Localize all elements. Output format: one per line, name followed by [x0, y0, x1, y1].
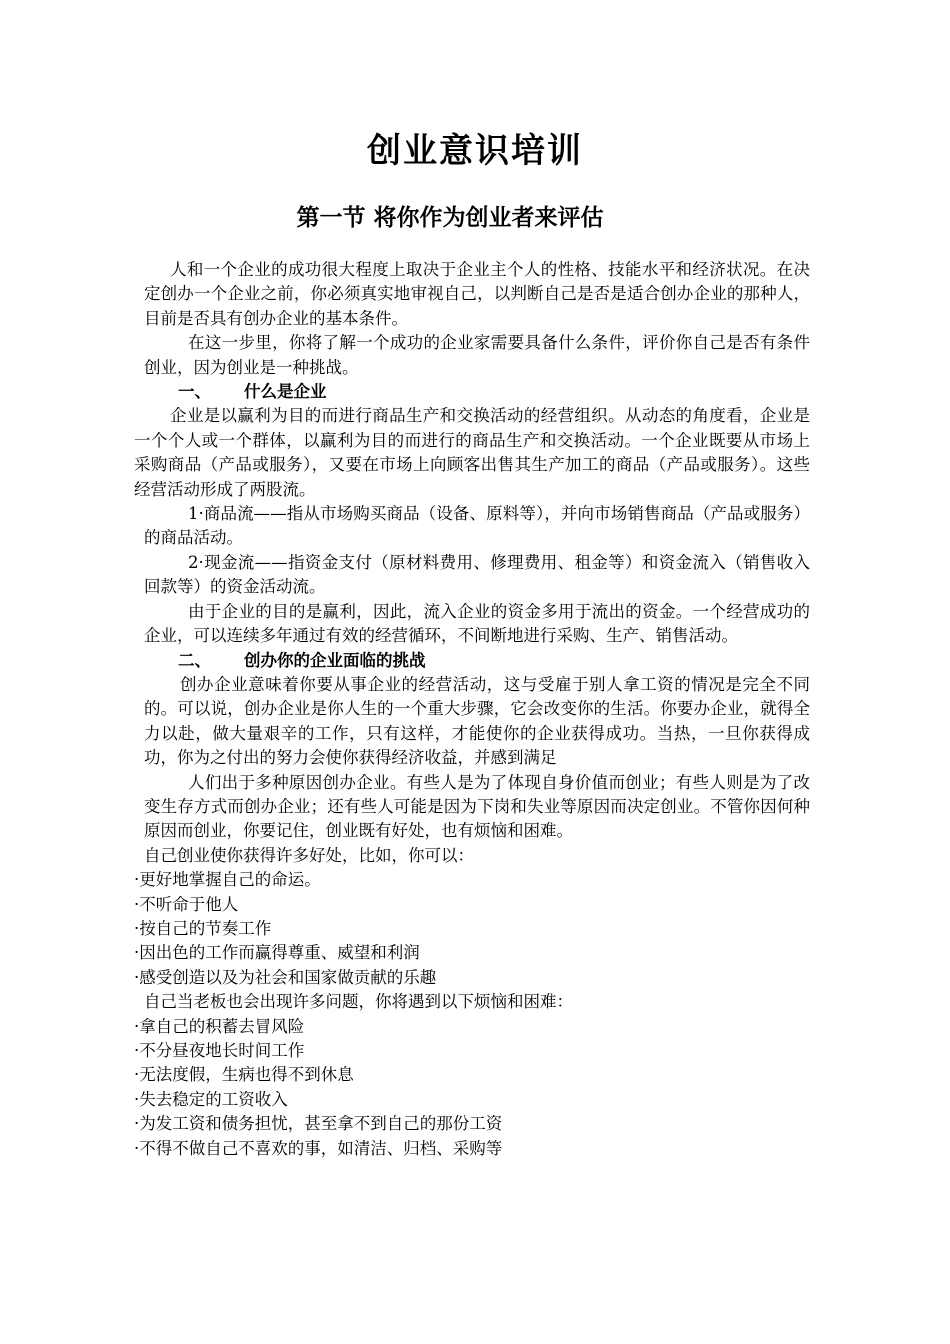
section-subtitle: 第一节 将你作为创业者来评估: [296, 204, 604, 231]
section2-paragraph-1: 创办企业意味着你要从事企业的经营活动，这与受雇于别人拿工资的情况是完全不同的。可以说，创办企业是你人生的一个重大步骤，它会改变你的生活。你要办企业，就得全力以赴，做大量艰辛的工作，只有这样，才能使你的企业获得成功。当热，一旦你获得成功，你为之付出的努力会使你获得经济收益，并感到满足: [144, 674, 810, 768]
list-item: ·失去稳定的工资收入: [134, 1089, 288, 1109]
intro-paragraph-1: 人和一个企业的成功很大程度上取决于企业主个人的性格、技能水平和经济状况。在决定创办一个企业之前，你必须真实地审视自己，以判断自己是否是适合创办企业的那种人，目前是否具有创办企业的基本条件。: [144, 260, 810, 328]
section-title-2: 创办你的企业面临的挑战: [244, 650, 426, 670]
section1-paragraph-1: 企业是以赢利为目的而进行商品生产和交换活动的经营组织。从动态的角度看，企业是一个个人或一个群体，以赢利为目的而进行的商品生产和交换活动。一个企业既要从市场上采购商品（产品或服务），又要在市场上向顾客出售其生产加工的商品（产品或服务）。这些经营活动形成了两股流。: [134, 406, 810, 499]
section-heading-2: [134, 649, 810, 673]
list-item: ·拿自己的积蓄去冒风险: [134, 1016, 305, 1036]
intro-paragraph-2: 在这一步里，你将了解一个成功的企业家需要具备什么条件，评价你自己是否有条件创业，因为创业是一种挑战。: [144, 333, 810, 377]
list-item: ·不得不做自己不喜欢的事，如清洁、归档、采购等: [134, 1138, 503, 1158]
list-item: ·不分昼夜地长时间工作: [134, 1041, 305, 1060]
document-body: [134, 258, 810, 1161]
section1-paragraph-2: 1·商品流——指从市场购买商品（设备、原料等），并向市场销售商品（产品或服务）的商品活动。: [144, 504, 810, 548]
list-item: ·为发工资和债务担忧，甚至拿不到自己的那份工资: [134, 1114, 503, 1134]
list-item: ·无法度假，生病也得不到休息: [134, 1065, 354, 1085]
benefits-intro: 自己创业使你获得许多好处，比如，你可以：: [144, 845, 474, 865]
section1-paragraph-4: 由于企业的目的是赢利，因此，流入企业的资金多用于流出的资金。一个经营成功的企业，可以连续多年通过有效的经营循环，不间断地进行采购、生产、销售活动。: [144, 601, 810, 646]
list-item: ·更好地掌握自己的命运。: [134, 870, 321, 890]
section-title-1: 什么是企业: [244, 382, 327, 402]
section1-paragraph-3: 2·现金流——指资金支付（原材料费用、修理费用、租金等）和资金流入（销售收入回款等）的资金活动流。: [144, 552, 810, 597]
section-number-1: 一、: [178, 382, 211, 402]
section-number-2: 二、: [178, 650, 211, 670]
list-item: ·感受创造以及为社会和国家做贡献的乐趣: [134, 967, 437, 987]
section2-paragraph-2: 人们出于多种原因创办企业。有些人是为了体现自身价值而创业；有些人则是为了改变生存方式而创办企业；还有些人可能是因为下岗和失业等原因而决定创业。不管你因何种原因而创业，你要记住，创业既有好处，也有烦恼和困难。: [144, 772, 810, 841]
list-item: ·因出色的工作而赢得尊重、威望和利润: [134, 943, 420, 963]
document-title: 创业意识培训: [367, 131, 583, 171]
section-heading-1: [134, 380, 810, 404]
list-item: ·不听命于他人: [134, 894, 239, 914]
list-item: ·按自己的节奏工作: [134, 918, 272, 938]
troubles-intro: 自己当老板也会出现许多问题，你将遇到以下烦恼和困难：: [144, 992, 573, 1012]
